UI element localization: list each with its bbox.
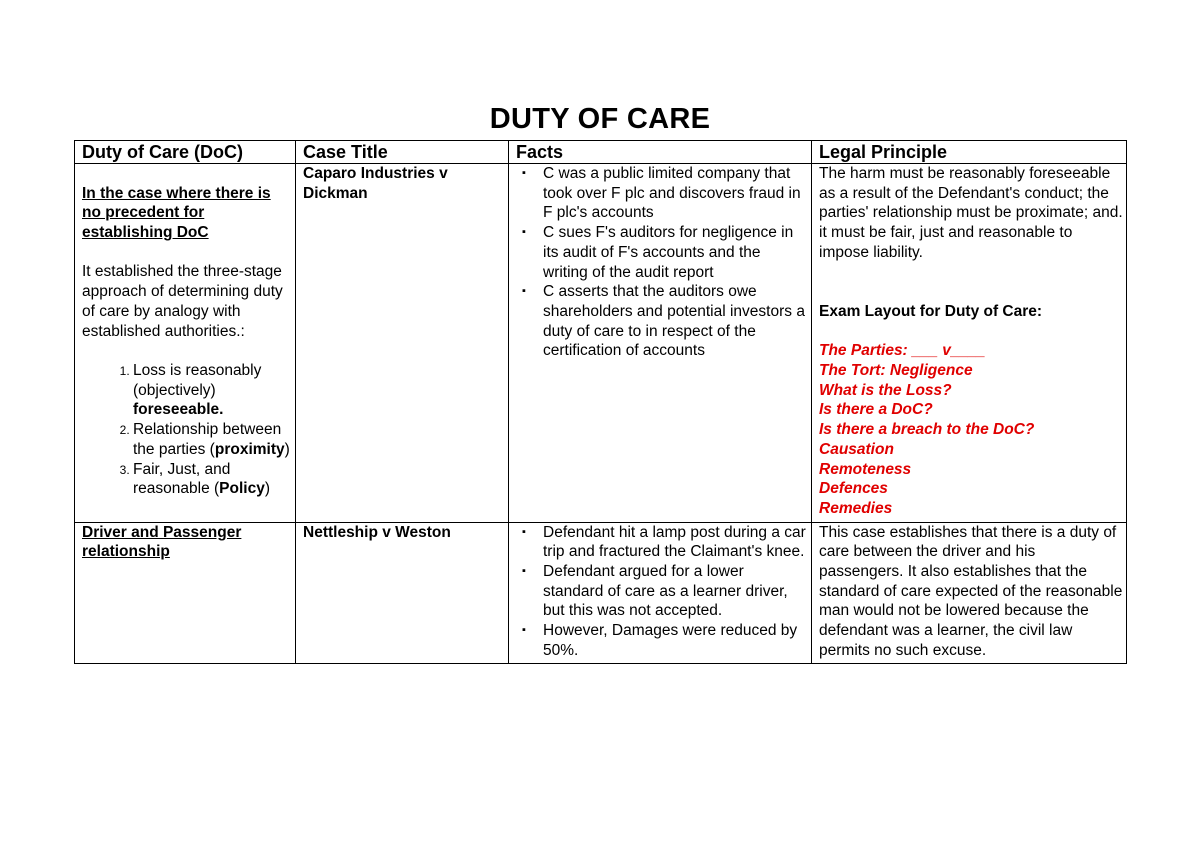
doc-stage-list xyxy=(82,361,292,499)
header-duty-of-care: Duty of Care (DoC) xyxy=(75,141,296,164)
table-row xyxy=(75,522,1127,663)
principle-text: The harm must be reasonably foreseeable as a result of the Defendant's conduct; the parties' relationship must be proximate; and. it must be fair, just and reasonable to impose liability. xyxy=(819,165,1123,261)
list-item: ▪ C was a public limited company that took over F plc and discovers fraud in F plc's accounts xyxy=(543,164,808,223)
list-item: ▪ C asserts that the auditors owe shareholders and potential investors a duty of care to in respect of the certification of accounts xyxy=(543,282,808,361)
list-item: 3. Fair, Just, and reasonable (Policy) xyxy=(133,460,292,499)
case-title-cell: Caparo Industries v Dickman xyxy=(296,164,509,523)
duty-of-care-table xyxy=(74,140,1127,664)
list-item: ▪ However, Damages were reduced by 50%. xyxy=(543,621,808,660)
exam-item: Is there a breach to the DoC? xyxy=(819,421,1035,439)
header-row xyxy=(75,141,1127,164)
facts-list xyxy=(516,164,808,361)
case-title-cell: Nettleship v Weston xyxy=(296,522,509,663)
doc-cell xyxy=(75,164,296,523)
exam-item: The Tort: Negligence xyxy=(819,361,973,379)
facts-cell xyxy=(509,522,812,663)
exam-item: The Parties: ___ v____ xyxy=(819,342,986,360)
exam-layout-heading: Exam Layout for Duty of Care: xyxy=(819,302,1043,320)
table-row xyxy=(75,164,1127,523)
exam-item: Remedies xyxy=(819,499,893,517)
list-item: 2. Relationship between the parties (proximity) xyxy=(133,420,292,459)
list-item: ▪ Defendant argued for a lower standard of care as a learner driver, but this was not accepted. xyxy=(543,562,808,621)
doc-heading: Driver and Passenger relationship xyxy=(82,523,242,561)
exam-item: Defences xyxy=(819,480,888,498)
header-facts: Facts xyxy=(509,141,812,164)
list-item: 1. Loss is reasonably (objectively) foreseeable. xyxy=(133,361,292,420)
exam-item: Causation xyxy=(819,440,894,458)
facts-list xyxy=(516,523,808,661)
facts-cell xyxy=(509,164,812,523)
list-item: ▪ C sues F's auditors for negligence in its audit of F's accounts and the writing of the audit report xyxy=(543,223,808,282)
exam-item: Is there a DoC? xyxy=(819,401,933,419)
list-item: ▪ Defendant hit a lamp post during a car trip and fractured the Claimant's knee. xyxy=(543,523,808,562)
principle-cell: This case establishes that there is a duty of care between the driver and his passengers. It also establishes that the standard of care expected of the reasonable man would not be lowered because the defendant was a learner, the civil law permits no such excuse. xyxy=(812,522,1127,663)
exam-item: Remoteness xyxy=(819,460,912,478)
doc-description: It established the three-stage approach of determining duty of care by analogy with established authorities.: xyxy=(82,263,283,340)
doc-cell xyxy=(75,522,296,663)
page-title: DUTY OF CARE xyxy=(489,103,711,135)
header-legal-principle: Legal Principle xyxy=(812,141,1127,164)
exam-item: What is the Loss? xyxy=(819,381,952,399)
header-case-title: Case Title xyxy=(296,141,509,164)
principle-cell xyxy=(812,164,1127,523)
doc-heading: In the case where there is no precedent for establishing DoC xyxy=(82,184,271,242)
